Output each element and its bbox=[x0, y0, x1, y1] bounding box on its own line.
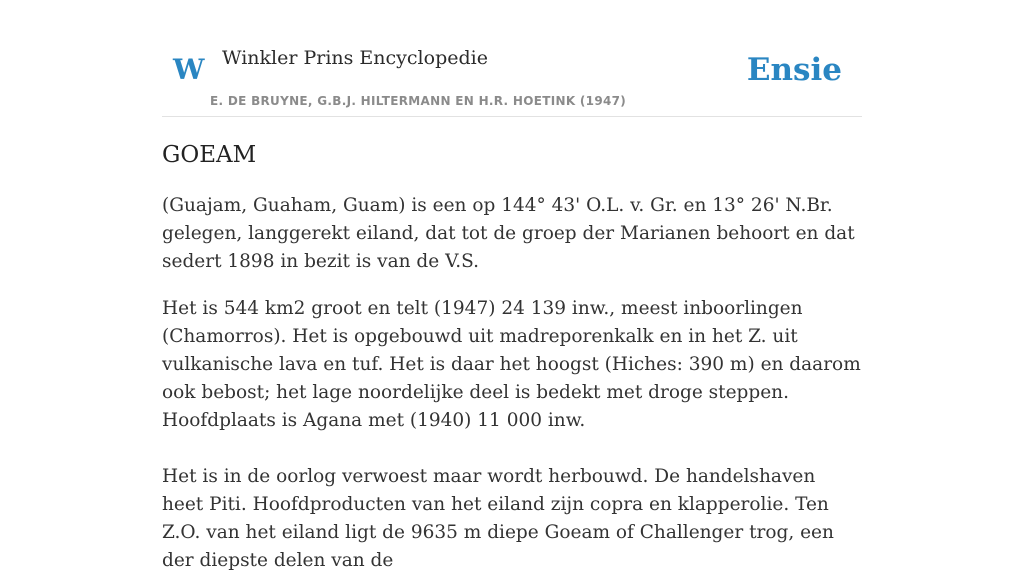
ensie-logo-link[interactable]: Ensie bbox=[746, 52, 842, 88]
article-paragraph: (Guajam, Guaham, Guam) is een op 144° 43' O.L. v. Gr. en 13° 26' N.Br. gelegen, langgerekt eiland, dat tot de groep der Marianen behoort en dat sedert 1898 in bezit is van de V.S. bbox=[162, 195, 855, 272]
article bbox=[162, 138, 862, 575]
article-paragraph: Het is 544 km2 groot en telt (1947) 24 139 inw., meest inboorlingen (Chamorros). Het is opgebouwd uit madreporenkalk en in het Z. uit vulkanische lava en tuf. Het is daar het hoogst (Hiches: 390 m) en daarom ook bebost; het lage noordelijke deel is bedekt met droge steppen. Hoofdplaats is Agana met (1940) 11 000 inw. bbox=[162, 298, 861, 431]
publication-authors: E. DE BRUYNE, G.B.J. HILTERMANN EN H.R. HOETINK (1947) bbox=[210, 94, 627, 108]
publication-title[interactable]: Winkler Prins Encyclopedie bbox=[222, 47, 488, 69]
winkler-prins-logo[interactable]: W bbox=[173, 53, 205, 86]
article-paragraph: Het is in de oorlog verwoest maar wordt herbouwd. De handelshaven heet Piti. Hoofdproducten van het eiland zijn copra en klapperolie. Ten Z.O. van het eiland ligt de 9635 m diepe Goeam of Challenger trog, een der diepste delen van de bbox=[162, 466, 834, 571]
article-title: GOEAM bbox=[162, 142, 257, 168]
page-header bbox=[162, 0, 862, 117]
